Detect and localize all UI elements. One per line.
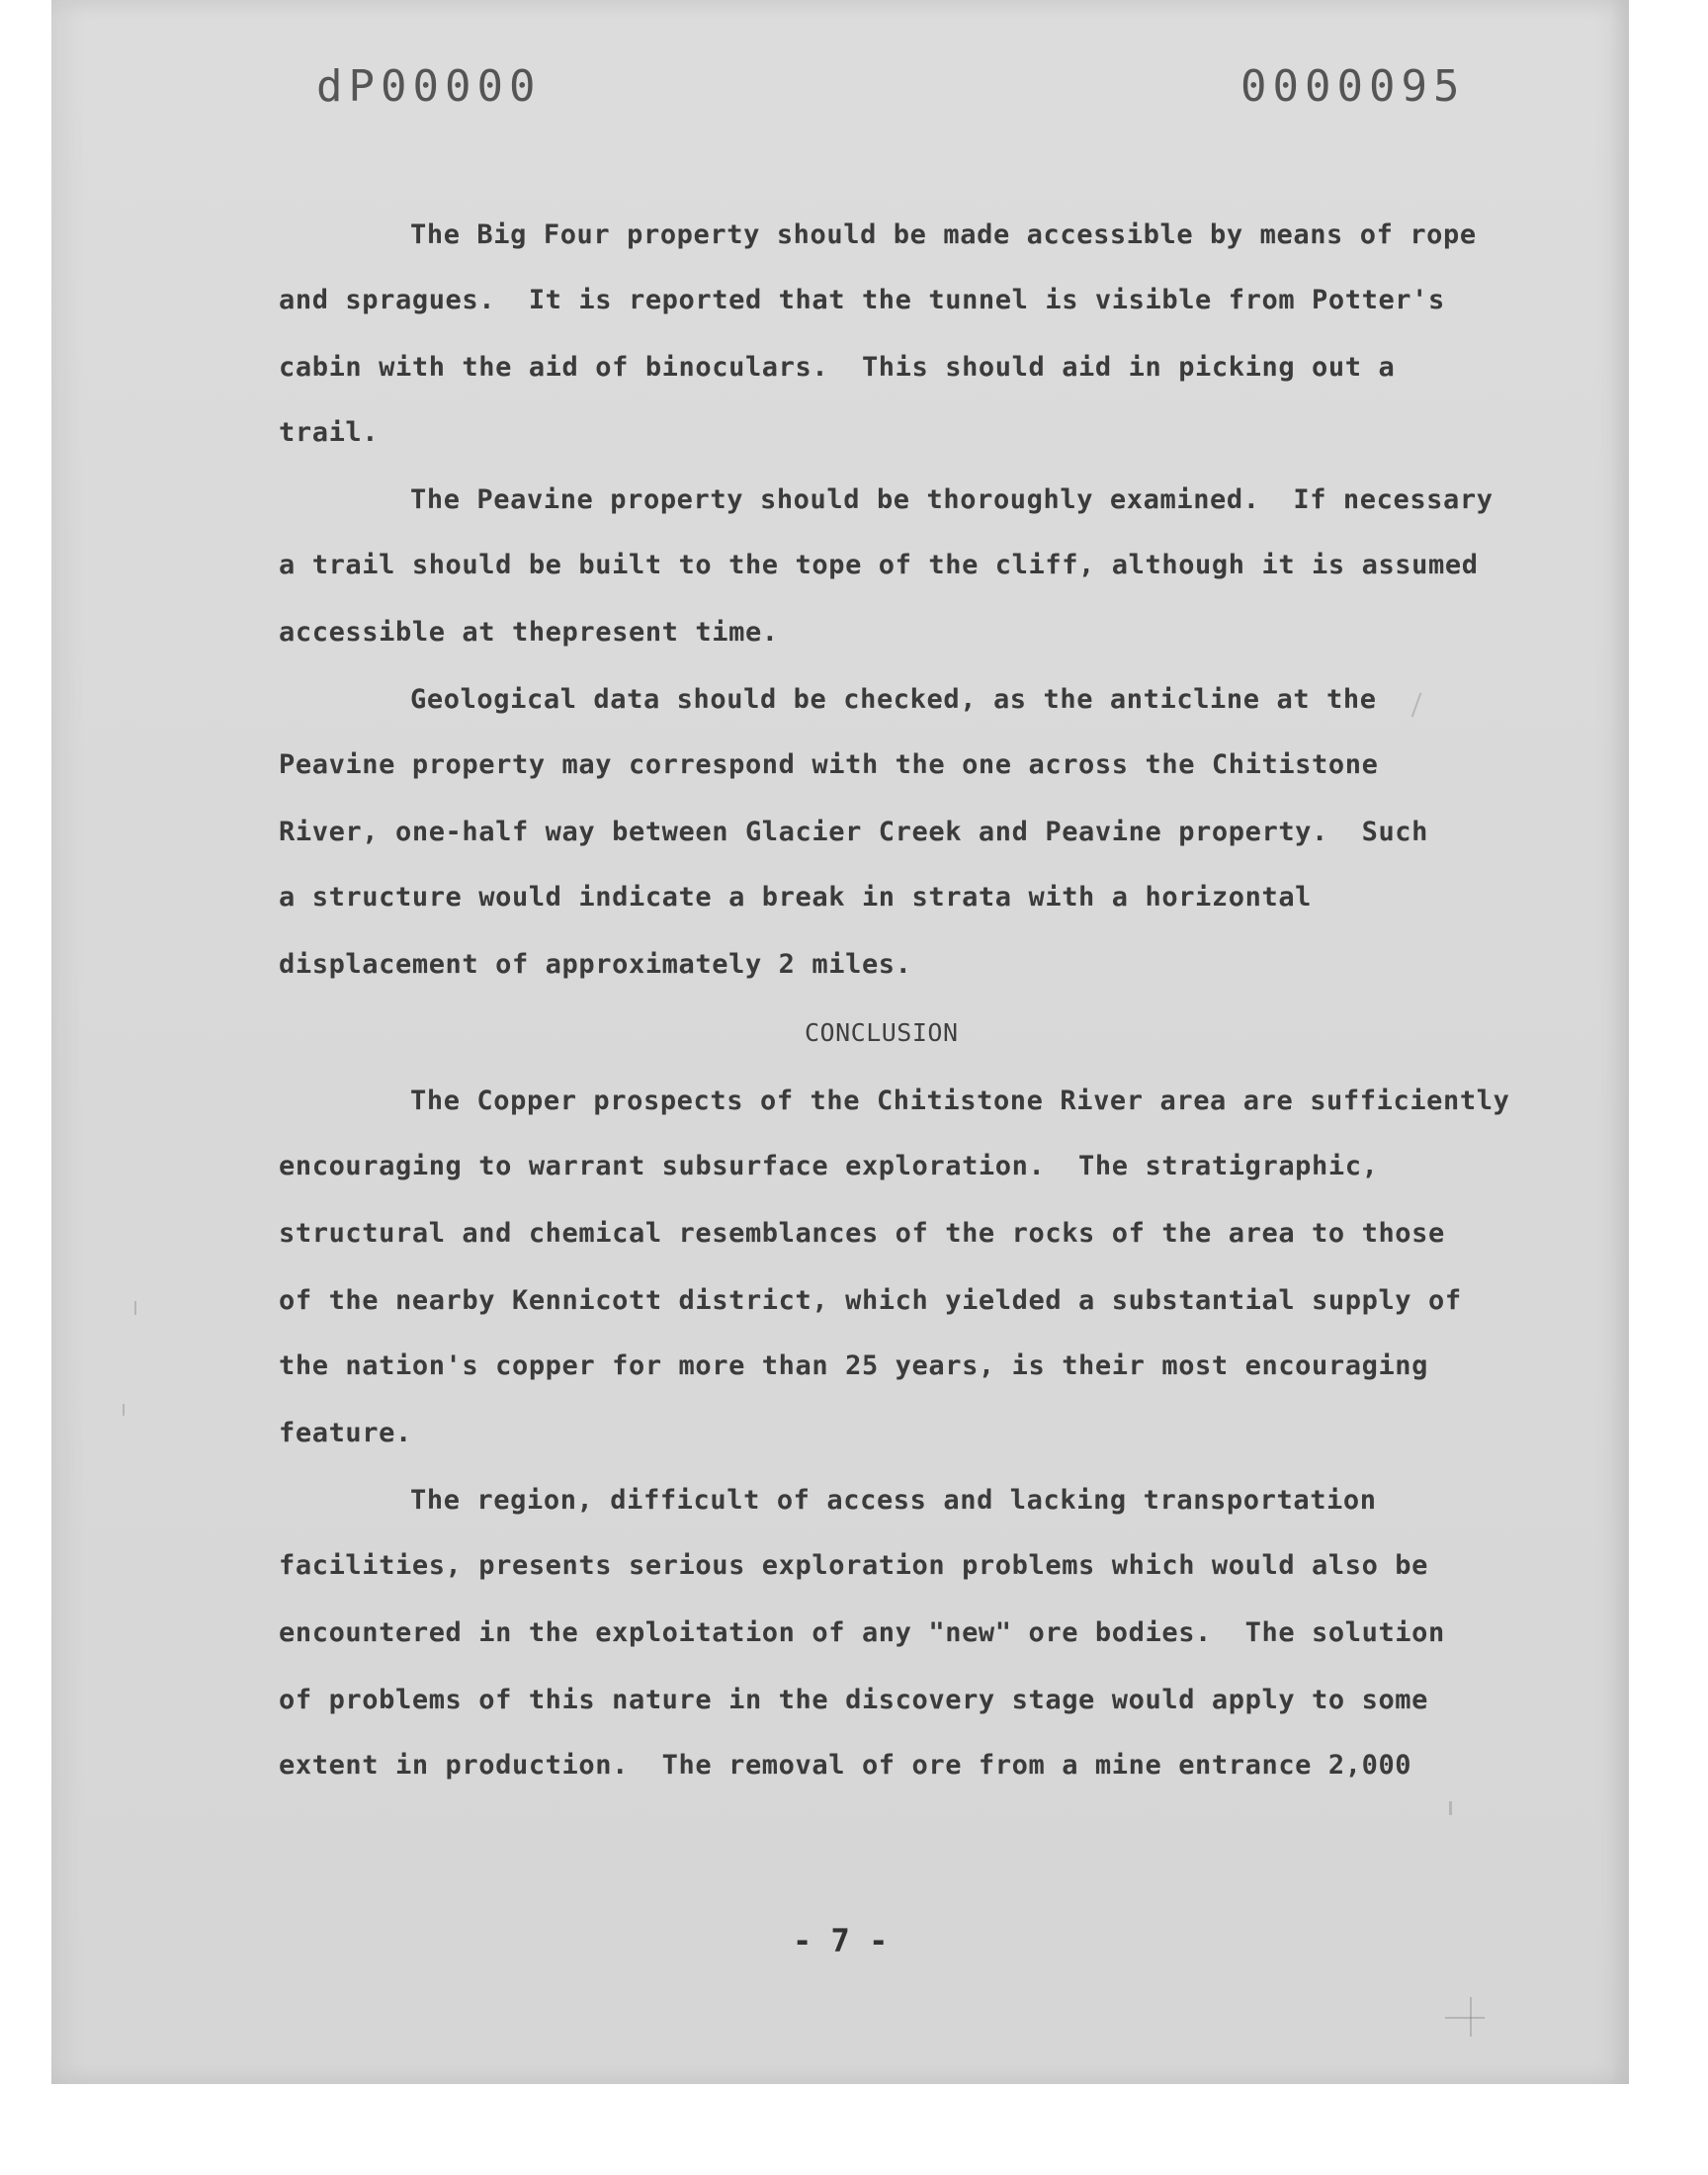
text-line: Geological data should be checked, as the anticline at the: [410, 684, 1377, 715]
scan-speck: [1449, 1801, 1452, 1815]
text-line: a trail should be built to the tope of the cliff, although it is assumed: [279, 550, 1479, 580]
text-line: feature.: [279, 1418, 412, 1448]
text-line: of problems of this nature in the discovery stage would apply to some: [279, 1685, 1429, 1715]
text-line: encountered in the exploitation of any "new" ore bodies. The solution: [279, 1617, 1445, 1648]
text-line: structural and chemical resemblances of the rocks of the area to those: [279, 1218, 1445, 1249]
text-line: extent in production. The removal of ore from a mine entrance 2,000: [279, 1750, 1412, 1781]
text-line: the nation's copper for more than 25 years, is their most encouraging: [279, 1350, 1429, 1381]
text-line: a structure would indicate a break in strata with a horizontal: [279, 882, 1313, 913]
text-line: facilities, presents serious exploration problems which would also be: [279, 1550, 1429, 1581]
document-stamp-right: 0000095: [1240, 61, 1466, 112]
scan-speck: [123, 1404, 125, 1416]
scan-speck: [1445, 2017, 1485, 2019]
text-line: The Big Four property should be made accessible by means of rope: [410, 219, 1477, 250]
text-line: The Peavine property should be thoroughly examined. If necessary: [410, 484, 1494, 515]
scan-speck: [134, 1301, 136, 1315]
section-heading: CONCLUSION: [805, 1018, 959, 1047]
text-line: and spragues. It is reported that the tunnel is visible from Potter's: [279, 285, 1445, 315]
text-line: displacement of approximately 2 miles.: [279, 949, 912, 980]
text-line: cabin with the aid of binoculars. This should aid in picking out a: [279, 352, 1396, 383]
text-line: encouraging to warrant subsurface exploration. The stratigraphic,: [279, 1151, 1379, 1181]
document-page: [51, 0, 1629, 2084]
text-line: The Copper prospects of the Chitistone River area are sufficiently: [410, 1086, 1510, 1116]
text-line: River, one-half way between Glacier Creek and Peavine property. Such: [279, 817, 1429, 847]
text-line: accessible at thepresent time.: [279, 617, 779, 648]
page-number: - 7 -: [793, 1922, 889, 1959]
document-stamp-left: dP00000: [316, 61, 542, 112]
text-line: trail.: [279, 417, 380, 448]
text-line: Peavine property may correspond with the one across the Chitistone: [279, 749, 1379, 780]
text-line: The region, difficult of access and lacking transportation: [410, 1485, 1377, 1516]
text-line: of the nearby Kennicott district, which yielded a substantial supply of: [279, 1285, 1462, 1316]
scan-speck: [1411, 692, 1422, 717]
